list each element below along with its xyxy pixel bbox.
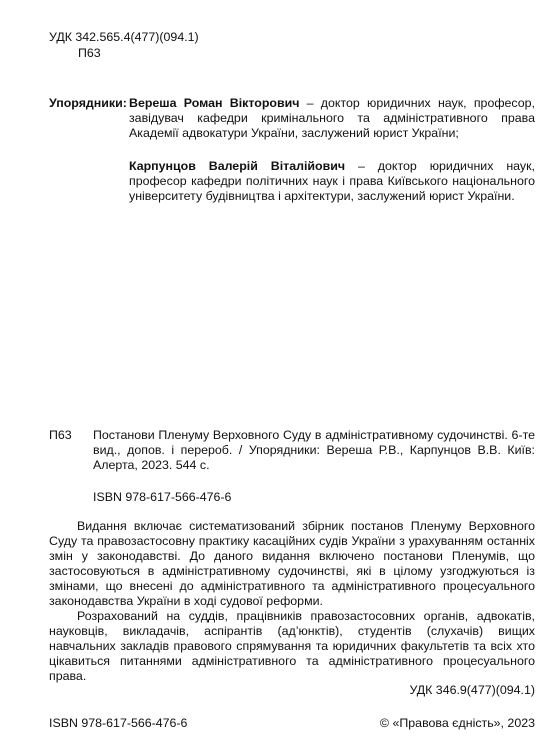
udk-code-top: УДК 342.565.4(477)(094.1)	[49, 30, 199, 44]
compilers-label: Упорядники:	[49, 96, 127, 110]
compiler-second	[49, 159, 535, 204]
annotation-paragraph-2: Розрахований на суддів, працівників правозастосовних органів, адвокатів, науковців, викладачів, аспірантів (ад’юнктів), студентів (слухачів) вищих навчальних закладів правового спрямування та юридичних факультетів та всіх хто цікавиться питаннями адміністративного та адміністративного процесуального права.	[49, 609, 535, 683]
catalog-entry-code: П63	[49, 428, 72, 442]
annotation	[49, 519, 535, 684]
compiler-first-row	[49, 96, 535, 141]
compiler-second-name: Карпунцов Валерій Віталійович	[129, 159, 346, 173]
compiler-second-desc: – доктор юридичних наук, професор кафедри політичних наук і права Київського національного університету будівництва і архітектури, заслужений юрист України.	[129, 159, 535, 203]
isbn-mid: ISBN 978-617-566-476-6	[93, 490, 232, 504]
isbn-bottom: ISBN 978-617-566-476-6	[49, 716, 188, 730]
author-code-top: П63	[78, 46, 101, 60]
catalog-entry	[49, 428, 535, 473]
compiler-first-name: Вереша Роман Вікторович	[129, 96, 300, 110]
annotation-paragraph-1: Видання включає систематизований збірник постанов Пленуму Верховного Суду та правозастосовну практику касаційних судів України з урахуванням останніх змін у законодавстві. До даного видання включено постанови Пленумів, що застосовуються в адміністративному судочинстві, які в цілому узгоджуються із змінами, що внесені до адміністративного та адміністративного процесуального законодавства України в ході судової реформи.	[49, 519, 535, 608]
udk-code-bottom: УДК 346.9(477)(094.1)	[409, 683, 535, 697]
compilers-block	[49, 96, 535, 204]
compiler-first	[129, 96, 535, 141]
catalog-entry-text: Постанови Пленуму Верховного Суду в адміністративному судочинстві. 6-те вид., допов. і перероб. / Упорядники: Вереша Р.В., Карпунцов В.В. Київ: Алерта, 2023. 544 с.	[93, 428, 535, 472]
compiler-first-desc: – доктор юридичних наук, професор, завідувач кафедри кримінального та адміністративного права Академії адвокатури України, заслужений юрист України;	[129, 96, 535, 140]
copyright: © «Правова єдність», 2023	[379, 716, 535, 730]
